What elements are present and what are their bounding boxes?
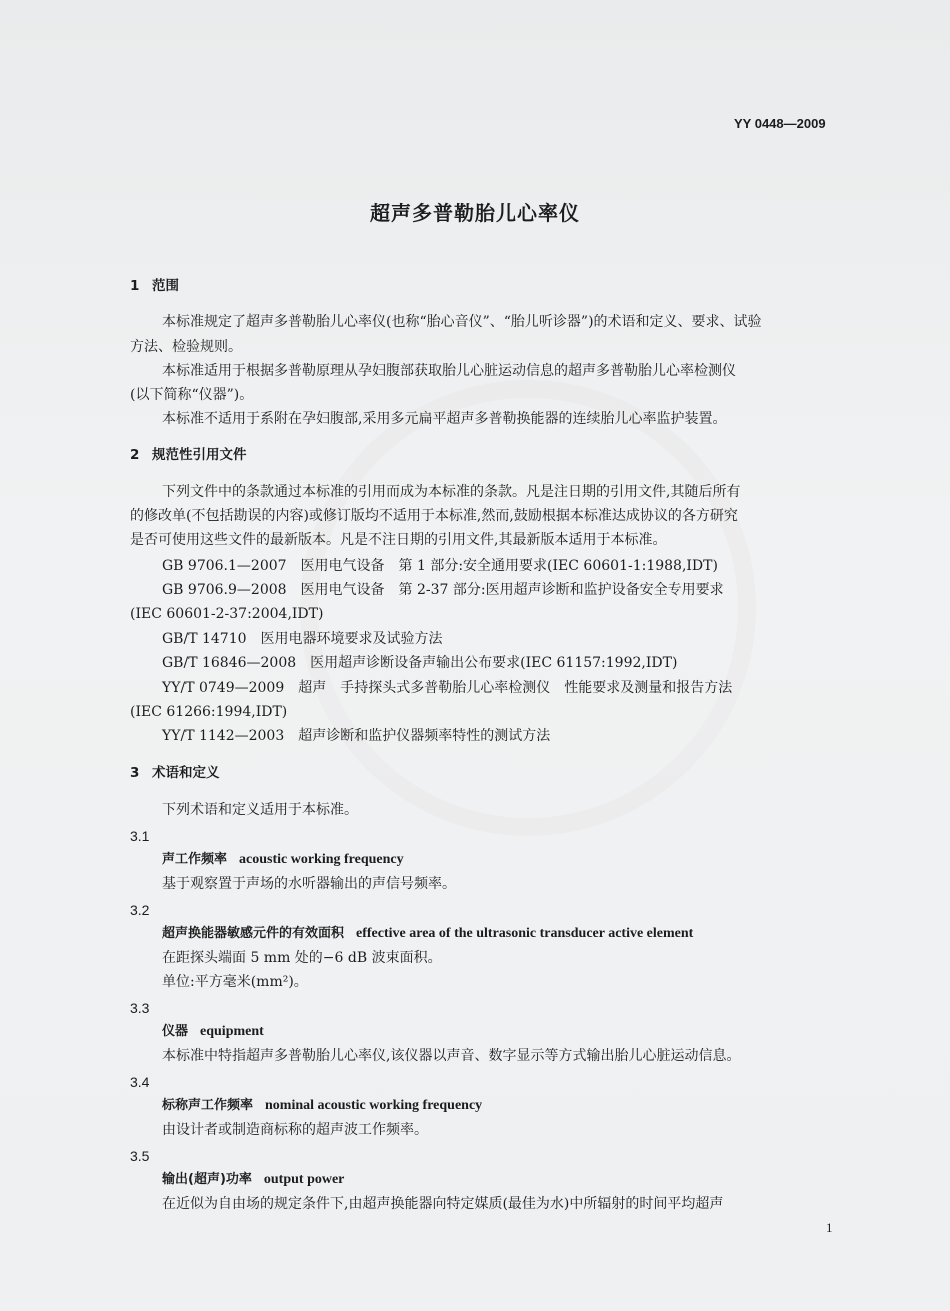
section-number: 3 [130, 765, 140, 781]
term-cn: 输出(超声)功率 [162, 1172, 252, 1187]
definition-line: 在近似为自由场的规定条件下,由超声换能器向特定媒质(最佳为水)中所辐射的时间平均超声 [162, 1196, 724, 1212]
paragraph-line: 的修改单(不包括勘误的内容)或修订版均不适用于本标准,然而,鼓励根据本标准达成协议的各方研究 [130, 508, 738, 524]
reference-line: (IEC 60601-2-37:2004,IDT) [130, 606, 324, 622]
page-number: 1 [826, 1220, 833, 1235]
term-cn: 超声换能器敏感元件的有效面积 [162, 926, 345, 941]
term-number: 3.3 [130, 1000, 150, 1016]
term-number: 3.2 [130, 902, 150, 918]
term-number: 3.1 [130, 828, 150, 844]
section-number: 2 [130, 447, 140, 463]
paragraph-line: 下列文件中的条款通过本标准的引用而成为本标准的条款。凡是注日期的引用文件,其随后所有 [162, 484, 741, 500]
standard-code: YY 0448—2009 [734, 116, 826, 131]
term-heading [162, 924, 693, 944]
definition-line: 基于观察置于声场的水听器输出的声信号频率。 [162, 876, 456, 892]
paragraph-line: 本标准规定了超声多普勒胎儿心率仪(也称“胎心音仪”、“胎儿听诊器”)的术语和定义、要求、试验 [162, 314, 762, 330]
definition-line: 在距探头端面 5 mm 处的−6 dB 波束面积。 [162, 950, 442, 966]
reference-line: YY/T 1142—2003 超声诊断和监护仪器频率特性的测试方法 [162, 728, 551, 744]
term-number: 3.4 [130, 1074, 150, 1090]
section-title: 范围 [152, 278, 179, 294]
reference-line: YY/T 0749—2009 超声 手持探头式多普勒胎儿心率检测仪 性能要求及测量和报告方法 [162, 680, 733, 696]
section-title: 规范性引用文件 [152, 447, 247, 463]
reference-line: (IEC 61266:1994,IDT) [130, 704, 288, 720]
reference-line: GB 9706.9—2008 医用电气设备 第 2-37 部分:医用超声诊断和监护设备安全专用要求 [162, 582, 724, 598]
term-en: acoustic working frequency [239, 852, 404, 867]
section-3-heading [130, 763, 220, 783]
section-1-heading [130, 276, 179, 296]
paragraph-line: (以下简称“仪器”)。 [130, 387, 254, 403]
paragraph-line: 方法、检验规则。 [130, 339, 242, 355]
term-heading [162, 850, 404, 870]
document-title: 超声多普勒胎儿心率仪 [370, 201, 580, 225]
section-title: 术语和定义 [152, 765, 220, 781]
term-en: effective area of the ultrasonic transducer active element [356, 926, 694, 941]
paragraph-line: 是否可使用这些文件的最新版本。凡是不注日期的引用文件,其最新版本适用于本标准。 [130, 532, 667, 548]
term-cn: 仪器 [162, 1024, 189, 1039]
paragraph-line: 下列术语和定义适用于本标准。 [162, 802, 358, 818]
section-number: 1 [130, 278, 140, 294]
reference-line: GB/T 16846—2008 医用超声诊断设备声输出公布要求(IEC 61157:1992,IDT) [162, 655, 678, 671]
definition-line: 由设计者或制造商标称的超声波工作频率。 [162, 1122, 428, 1138]
paragraph-line: 本标准适用于根据多普勒原理从孕妇腹部获取胎儿心脏运动信息的超声多普勒胎儿心率检测仪 [162, 363, 736, 379]
term-heading [162, 1170, 344, 1190]
section-2-heading [130, 445, 247, 465]
definition-line: 单位:平方毫米(mm²)。 [162, 974, 308, 990]
reference-line: GB/T 14710 医用电器环境要求及试验方法 [162, 631, 443, 647]
background-stamp-mark [300, 380, 756, 836]
term-cn: 声工作频率 [162, 852, 228, 867]
definition-line: 本标准中特指超声多普勒胎儿心率仪,该仪器以声音、数字显示等方式输出胎儿心脏运动信息。 [162, 1048, 741, 1064]
term-en: output power [263, 1172, 345, 1187]
term-number: 3.5 [130, 1148, 150, 1164]
term-en: equipment [200, 1024, 264, 1039]
paragraph-line: 本标准不适用于系附在孕妇腹部,采用多元扁平超声多普勒换能器的连续胎儿心率监护装置。 [162, 411, 727, 427]
term-heading [162, 1022, 264, 1042]
reference-line: GB 9706.1—2007 医用电气设备 第 1 部分:安全通用要求(IEC 60601-1:1988,IDT) [162, 558, 718, 574]
term-heading [162, 1096, 482, 1116]
term-cn: 标称声工作频率 [162, 1098, 254, 1113]
term-en: nominal acoustic working frequency [265, 1098, 483, 1113]
